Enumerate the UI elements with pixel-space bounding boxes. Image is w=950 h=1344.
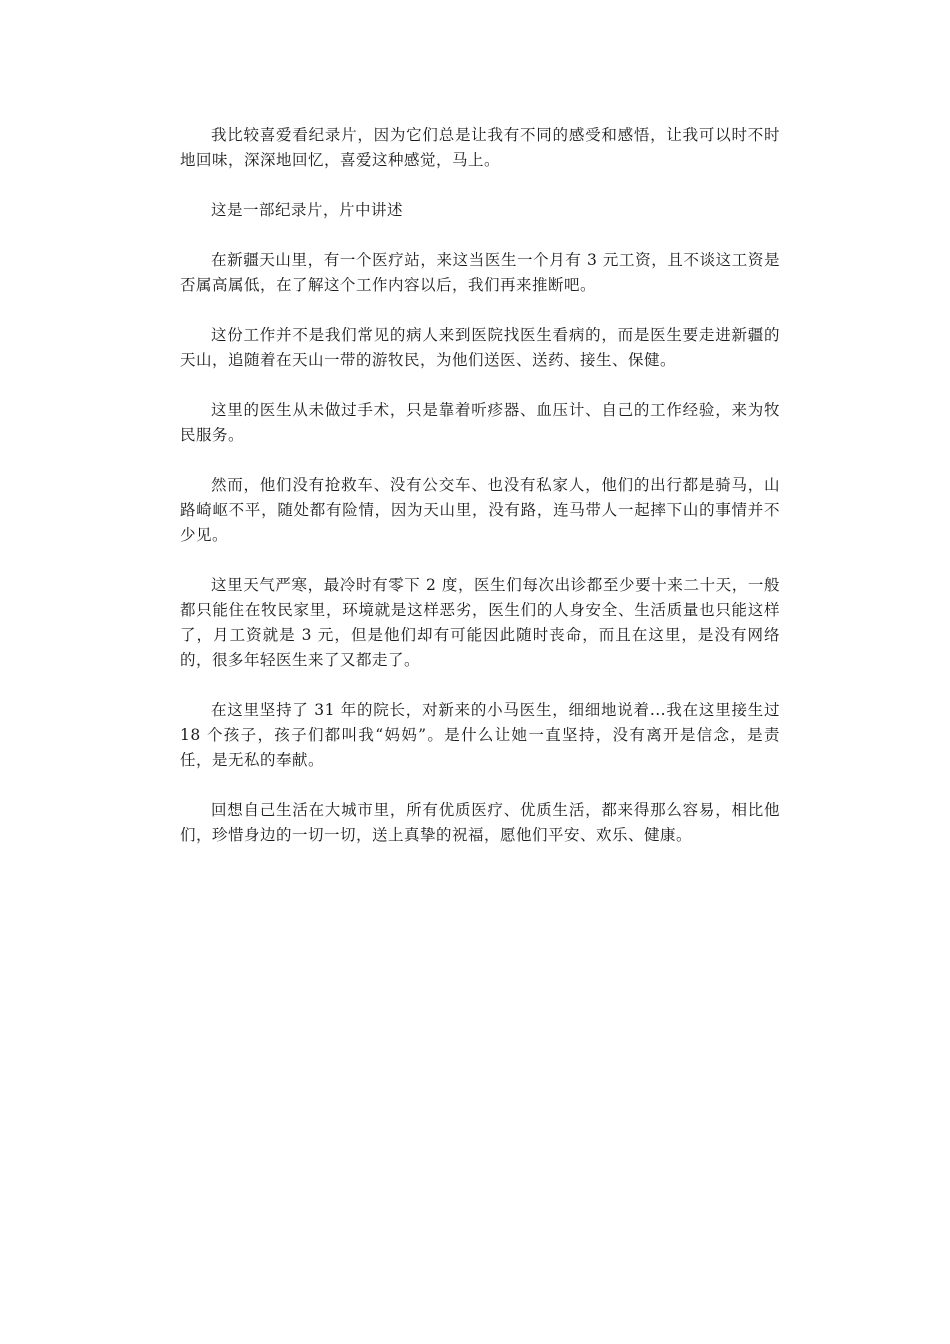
document-body [180,123,780,873]
paragraph-7: 这里天气严寒，最冷时有零下 2 度，医生们每次出诊都至少要十来二十天，一般都只能住在牧民家里，环境就是这样恶劣，医生们的人身安全、生活质量也只能这样了，月工资就是 3 元，但是他们却有可能因此随时丧命，而且在这里，是没有网络的，很多年轻医生来了又都走了。 [180,576,780,669]
paragraph-5: 这里的医生从未做过手术，只是靠着听疹器、血压计、自己的工作经验，来为牧民服务。 [180,401,780,444]
paragraph-8: 在这里坚持了 31 年的院长，对新来的小马医生，细细地说着...我在这里接生过 18 个孩子，孩子们都叫我“妈妈”。是什么让她一直坚持，没有离开是信念，是责任，是无私的奉献。 [180,701,780,769]
paragraph-2: 这是一部纪录片，片中讲述 [211,201,404,219]
paragraph-4: 这份工作并不是我们常见的病人来到医院找医生看病的，而是医生要走进新疆的天山，追随着在天山一带的游牧民，为他们送医、送药、接生、保健。 [180,326,780,369]
paragraph-9: 回想自己生活在大城市里，所有优质医疗、优质生活，都来得那么容易，相比他们，珍惜身边的一切一切，送上真挚的祝福，愿他们平安、欢乐、健康。 [180,801,780,844]
paragraph-1: 我比较喜爱看纪录片，因为它们总是让我有不同的感受和感悟，让我可以时不时地回味，深深地回忆，喜爱这种感觉，马上。 [180,126,780,169]
paragraph-6: 然而，他们没有抢救车、没有公交车、也没有私家人，他们的出行都是骑马，山路崎岖不平，随处都有险情，因为天山里，没有路，连马带人一起摔下山的事情并不少见。 [180,476,780,544]
paragraph-3: 在新疆天山里，有一个医疗站，来这当医生一个月有 3 元工资，且不谈这工资是否属高属低，在了解这个工作内容以后，我们再来推断吧。 [180,251,780,294]
